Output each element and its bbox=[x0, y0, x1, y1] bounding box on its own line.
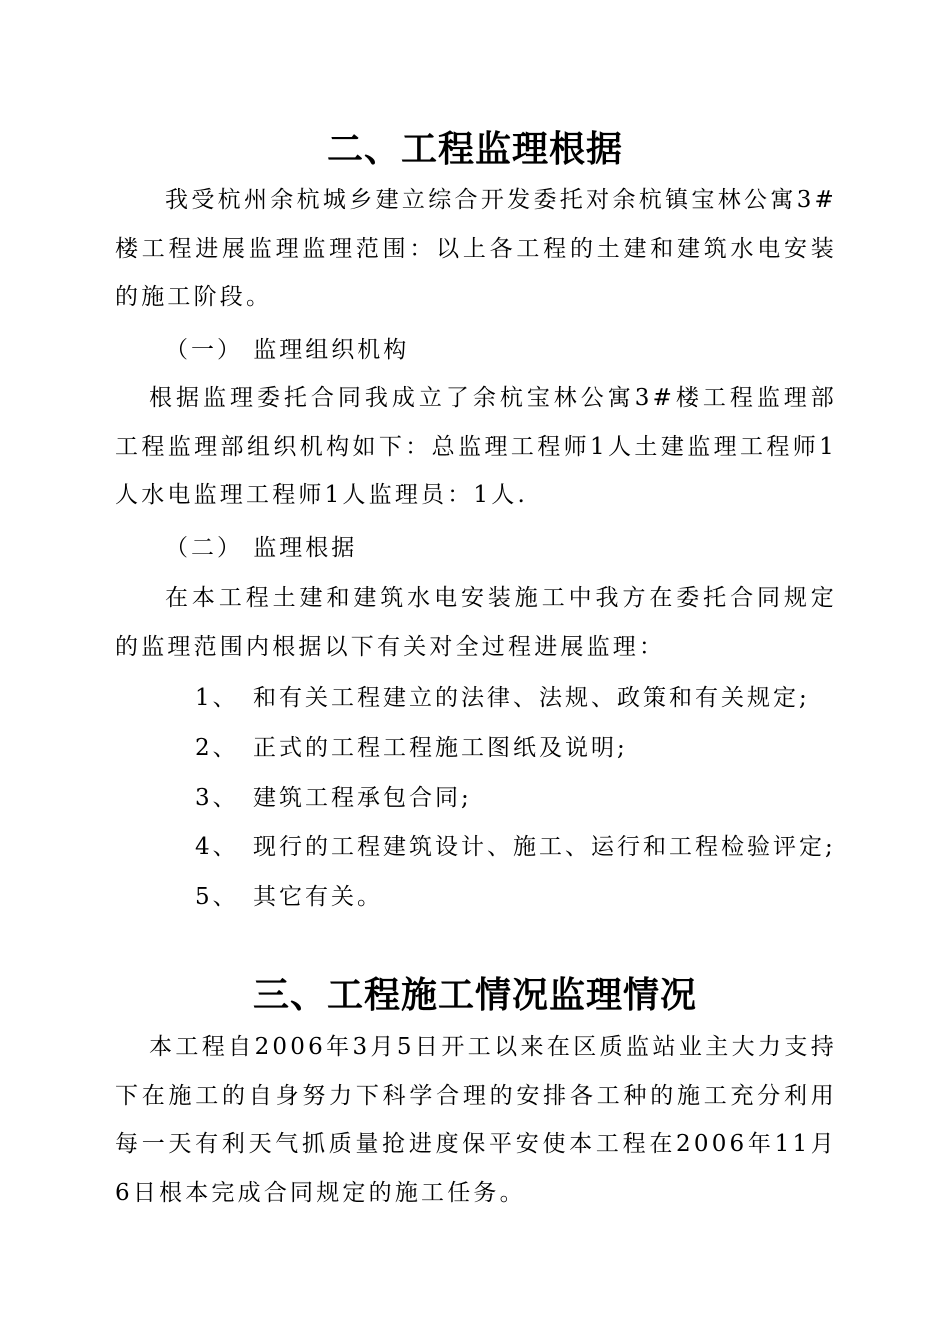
section3-heading: 三、工程施工情况监理情况 bbox=[252, 975, 697, 1016]
list-item-number: 1、 bbox=[195, 685, 239, 711]
list-item-number: 2、 bbox=[195, 735, 239, 761]
list-item bbox=[195, 674, 810, 722]
subsection1-title: （一） 监理组织机构 bbox=[165, 337, 410, 363]
section2-intro-paragraph: 我受杭州余杭城乡建立综合开发委托对余杭镇宝林公寓3#楼工程进展监理监理范围：以上各工程的土建和建筑水电安装的施工阶段。 bbox=[115, 187, 837, 310]
subsection2-title: （二） 监理根据 bbox=[165, 535, 358, 561]
list-item-text: 正式的工程工程施工图纸及说明; bbox=[253, 735, 628, 761]
section3-body-paragraph: 本工程自2006年3月5日开工以来在区质监站业主大力支持下在施工的自身努力下科学合理的安排各工种的施工充分利用每一天有利天气抓质量抢进度保平安使本工程在2006年11月6日根本完成合同规定的施工任务。 bbox=[115, 1034, 837, 1206]
list-item-text: 其它有关。 bbox=[253, 884, 383, 910]
list-item-number: 5、 bbox=[195, 884, 239, 910]
list-item-text: 和有关工程建立的法律、法规、政策和有关规定; bbox=[253, 685, 810, 711]
list-item-number: 3、 bbox=[195, 785, 239, 811]
section2-heading: 二、工程监理根据 bbox=[326, 129, 623, 170]
list-item-number: 4、 bbox=[195, 834, 239, 860]
list-item-text: 建筑工程承包合同; bbox=[253, 785, 472, 811]
list-item-text: 现行的工程建筑设计、施工、运行和工程检验评定; bbox=[253, 834, 836, 860]
list-item bbox=[195, 823, 836, 871]
subsection1-body-paragraph: 根据监理委托合同我成立了余杭宝林公寓3#楼工程监理部工程监理部组织机构如下：总监理工程师1人土建监理工程师1人水电监理工程师1人监理员：1人. bbox=[115, 385, 837, 508]
list-item bbox=[195, 774, 472, 822]
subsection2-body-paragraph: 在本工程土建和建筑水电安装施工中我方在委托合同规定的监理范围内根据以下有关对全过程进展监理： bbox=[115, 585, 837, 660]
list-item bbox=[195, 724, 628, 772]
list-item bbox=[195, 873, 383, 921]
